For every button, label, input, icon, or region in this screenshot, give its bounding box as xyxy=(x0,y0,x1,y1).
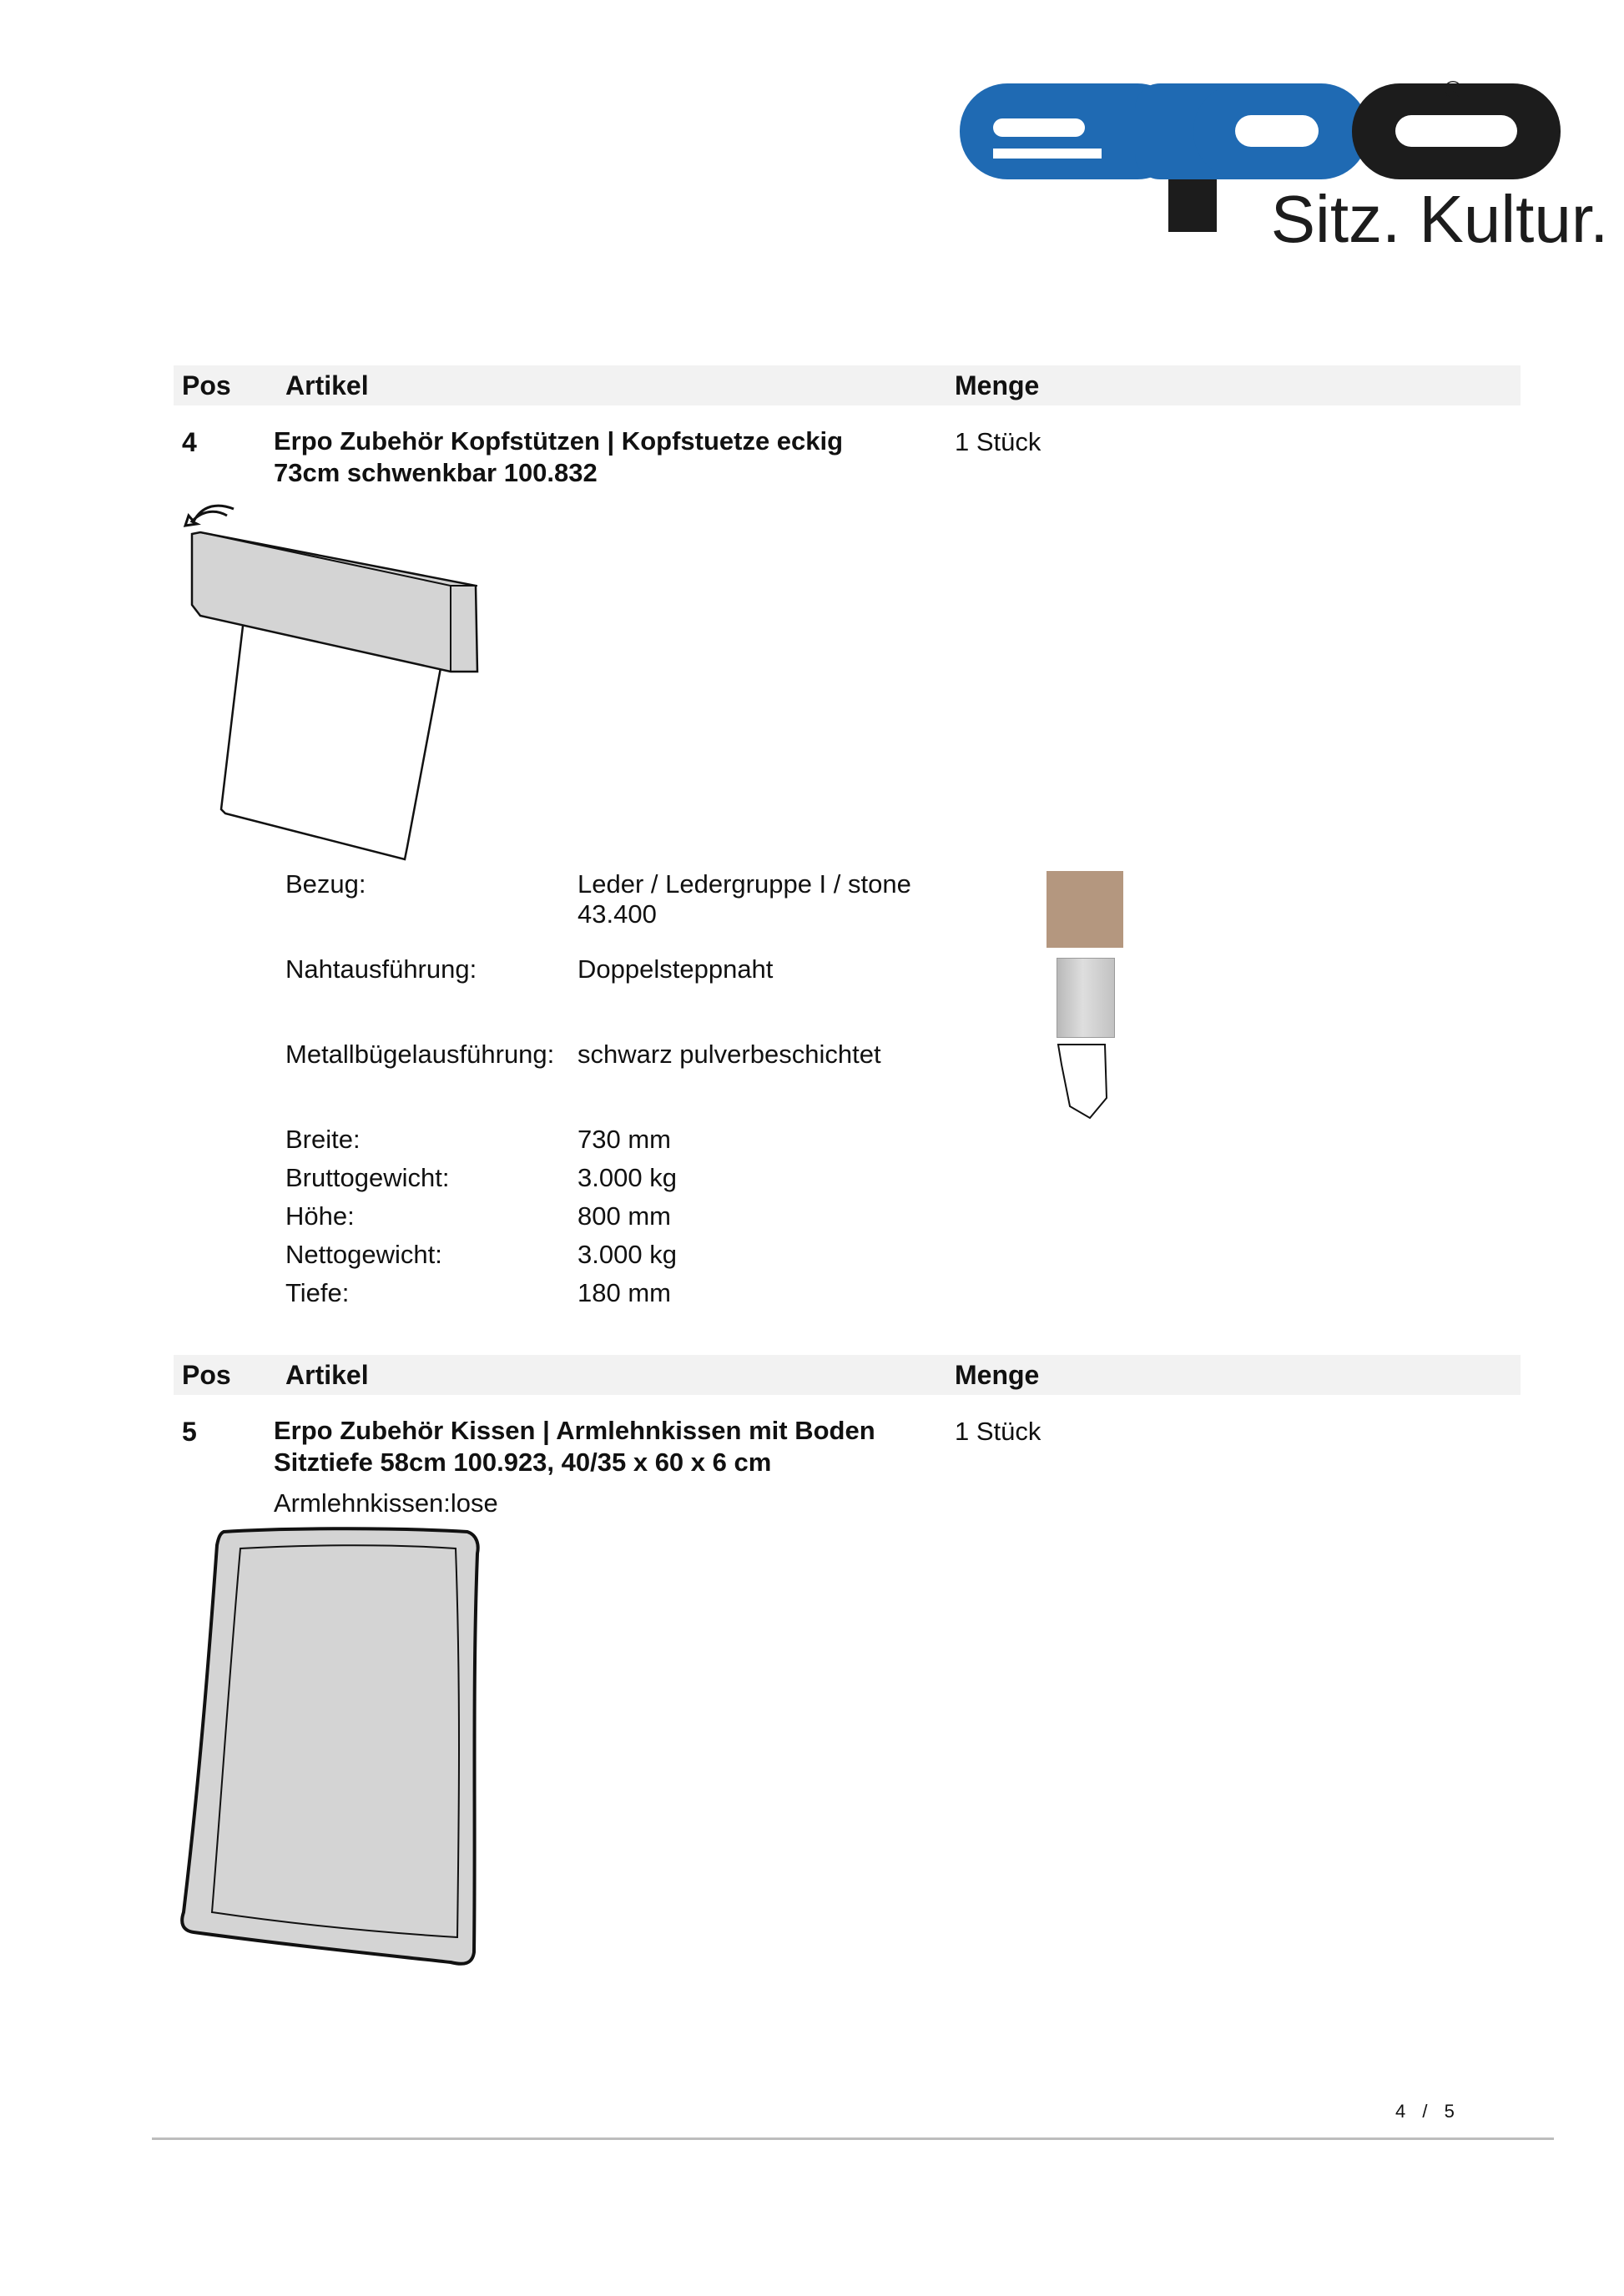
position-number: 5 xyxy=(182,1417,197,1447)
erpo-logo xyxy=(960,75,1609,275)
header-pos: Pos xyxy=(182,370,231,400)
detail-value-naht: Doppelsteppnaht xyxy=(577,954,774,984)
article-title: Erpo Zubehör Kissen | Armlehnkissen mit Boden Sitztiefe 58cm 100.923, 40/35 x 60 x 6 cm xyxy=(274,1416,875,1477)
header-menge: Menge xyxy=(955,370,1040,400)
specs-list xyxy=(285,1125,449,1317)
spec-label: Bruttogewicht: xyxy=(285,1163,450,1192)
table-header-row xyxy=(174,1355,1521,1395)
leather-swatch xyxy=(1047,871,1123,948)
detail-label-metall: Metallbügelausführung: xyxy=(285,1040,555,1069)
page-indicator xyxy=(1395,2101,1456,2122)
header-pos: Pos xyxy=(182,1360,231,1390)
headrest-drawing-icon xyxy=(175,492,492,868)
quantity: 1 Stück xyxy=(955,1417,1041,1446)
page-current: 4 xyxy=(1395,2101,1408,2122)
spec-label: Tiefe: xyxy=(285,1278,350,1307)
page-total: 5 xyxy=(1444,2101,1456,2122)
table-header-row xyxy=(174,365,1521,405)
detail-label-bezug: Bezug: xyxy=(285,869,366,899)
spec-value: 800 mm xyxy=(577,1201,671,1231)
spec-label: Nettogewicht: xyxy=(285,1240,442,1269)
header-menge: Menge xyxy=(955,1360,1040,1390)
specs-values xyxy=(577,1125,677,1317)
detail-value-metall: schwarz pulverbeschichtet xyxy=(577,1040,881,1069)
article-title: Erpo Zubehör Kopfstützen | Kopfstuetze eckig 73cm schwenkbar 100.832 xyxy=(274,426,844,487)
spec-value: 3.000 kg xyxy=(577,1240,677,1269)
header-artikel: Artikel xyxy=(285,370,369,400)
footer-divider xyxy=(152,2137,1554,2140)
article-subtitle: Armlehnkissen:lose xyxy=(274,1488,498,1518)
spec-label: Breite: xyxy=(285,1125,361,1154)
position-number: 4 xyxy=(182,427,197,457)
cushion-drawing-icon xyxy=(175,1520,492,1971)
header-artikel: Artikel xyxy=(285,1360,369,1390)
spec-value: 180 mm xyxy=(577,1278,671,1307)
detail-label-naht: Nahtausführung: xyxy=(285,954,477,984)
spec-value: 3.000 kg xyxy=(577,1163,677,1192)
page-separator: / xyxy=(1422,2101,1430,2122)
brand-tagline: Sitz. Kultur. xyxy=(1270,182,1609,256)
spec-label: Höhe: xyxy=(285,1201,355,1231)
detail-value-bezug: Leder / Ledergruppe I / stone 43.400 xyxy=(577,869,911,929)
registered-mark: ® xyxy=(1444,77,1463,104)
quantity: 1 Stück xyxy=(955,427,1041,456)
spec-value: 730 mm xyxy=(577,1125,671,1154)
seam-swatch xyxy=(1057,958,1115,1038)
bracket-swatch xyxy=(1052,1040,1115,1121)
